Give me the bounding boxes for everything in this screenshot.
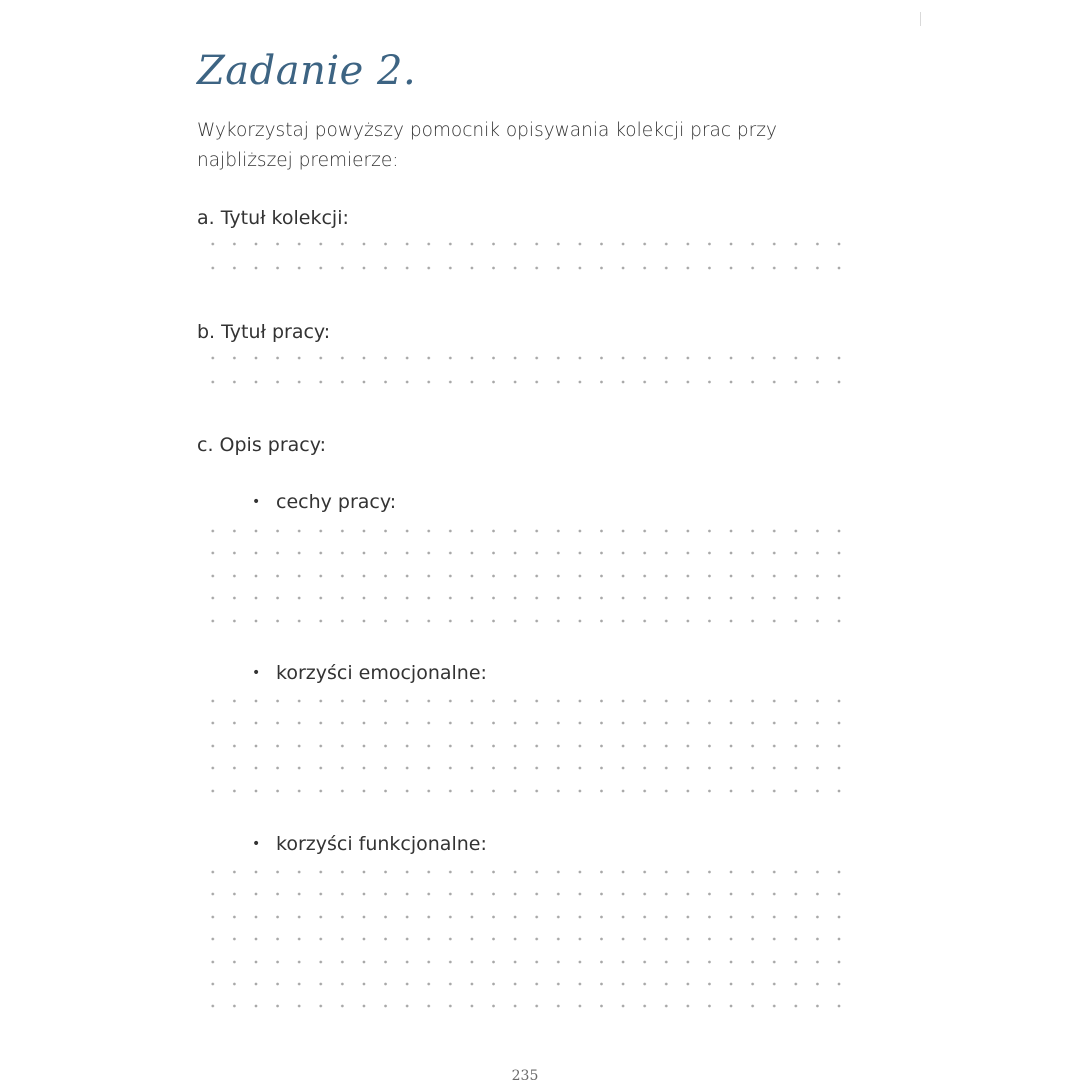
- dotted-line: [202, 551, 850, 555]
- dotted-line: [202, 242, 850, 246]
- dotted-line: [202, 766, 850, 770]
- page-title: Zadanie 2.: [197, 48, 417, 94]
- margin-tick: [920, 12, 921, 26]
- dotted-line: [202, 266, 850, 270]
- dotted-line: [202, 915, 850, 919]
- dotted-line: [202, 699, 850, 703]
- dotted-line: [202, 619, 850, 623]
- intro-text: Wykorzystaj powyższy pomocnik opisywania kolekcji prac przy najbliższej premierze:: [197, 120, 777, 171]
- dotted-line: [202, 529, 850, 533]
- label-work-description: c. Opis pracy:: [197, 434, 326, 456]
- label-functional-benefits: [252, 831, 487, 857]
- dotted-line: [202, 356, 850, 360]
- dotted-line: [202, 789, 850, 793]
- dotted-line: [202, 960, 850, 964]
- dotted-line: [202, 1004, 850, 1008]
- label-functional-benefits-text: korzyści funkcjonalne:: [276, 833, 487, 855]
- label-emotional-benefits: [252, 660, 487, 686]
- dotted-line: [202, 744, 850, 748]
- bullet-icon: •: [252, 836, 261, 852]
- label-features: [252, 489, 396, 515]
- label-collection-title: a. Tytuł kolekcji:: [197, 207, 349, 229]
- bullet-icon: •: [252, 494, 261, 510]
- dotted-line: [202, 596, 850, 600]
- label-work-title: b. Tytuł pracy:: [197, 321, 331, 343]
- dotted-line: [202, 982, 850, 986]
- label-emotional-benefits-text: korzyści emocjonalne:: [276, 662, 487, 684]
- bullet-icon: •: [252, 665, 261, 681]
- label-features-text: cechy pracy:: [276, 491, 397, 513]
- dotted-line: [202, 380, 850, 384]
- page-number: 235: [511, 1068, 539, 1080]
- dotted-line: [202, 574, 850, 578]
- dotted-line: [202, 937, 850, 941]
- dotted-line: [202, 892, 850, 896]
- dotted-line: [202, 721, 850, 725]
- dotted-line: [202, 870, 850, 874]
